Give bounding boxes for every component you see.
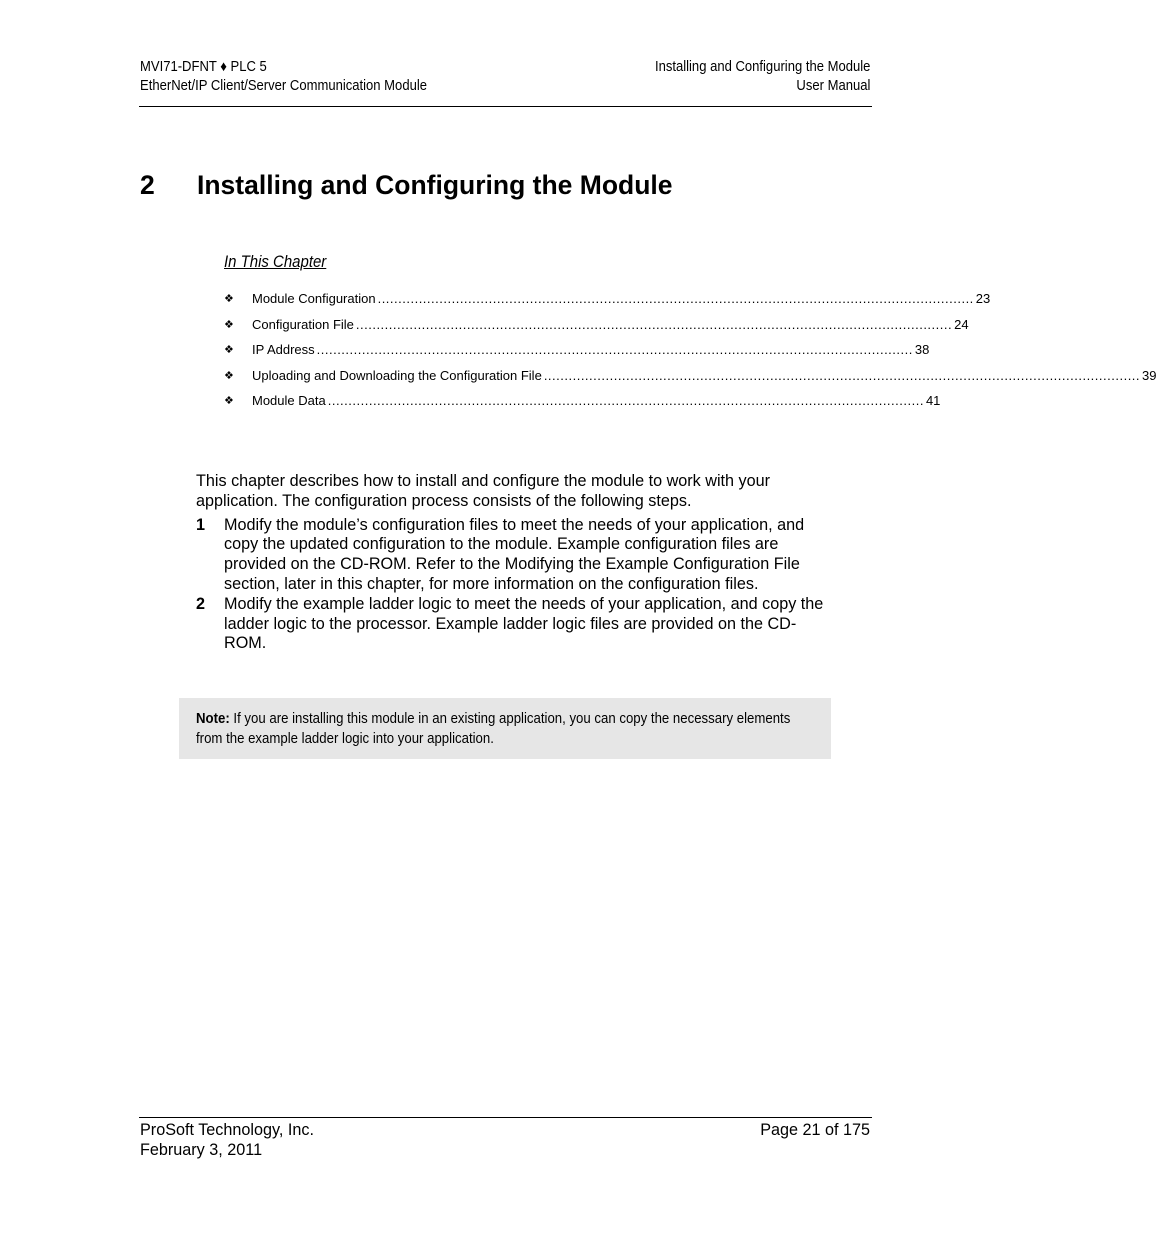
toc-item-page: 41 — [925, 393, 941, 409]
diamond-bullet-icon: ❖ — [224, 317, 234, 331]
footer-date: February 3, 2011 — [140, 1140, 263, 1159]
diamond-bullet-icon: ❖ — [224, 343, 234, 357]
toc-item-page: 23 — [975, 291, 991, 306]
step-number: 2 — [196, 594, 206, 613]
header-product: MVI71-DFNT ♦ PLC 5 — [140, 59, 267, 75]
toc-item-label: IP Address — [252, 342, 315, 358]
step-item — [196, 595, 826, 654]
chapter-body — [196, 472, 826, 654]
diamond-bullet-icon: ❖ — [224, 394, 234, 408]
step-number: 1 — [196, 515, 206, 534]
page-footer — [139, 1117, 872, 1159]
toc-item-module-configuration[interactable] — [224, 287, 991, 313]
toc-item-configuration-file[interactable] — [224, 313, 969, 339]
header-chapter-title: Installing and Configuring the Module — [654, 59, 870, 75]
diamond-bullet-icon: ❖ — [224, 368, 234, 382]
toc-dot-leader: ................................................................................................................................................. — [327, 393, 924, 409]
header-right — [655, 58, 870, 96]
toc-item-uploading-downloading[interactable] — [224, 364, 1157, 390]
toc-dot-leader: ................................................................................................................................................. — [316, 342, 913, 358]
toc-dot-leader: ................................................................................................................................................. — [355, 316, 953, 332]
chapter-toc — [224, 287, 1157, 415]
toc-item-page: 38 — [914, 342, 930, 358]
header-document-type: User Manual — [796, 78, 870, 94]
toc-item-label: Module Data — [252, 393, 326, 409]
toc-dot-leader: ................................................................................................................................................. — [543, 367, 1141, 383]
toc-item-label: Module Configuration — [252, 291, 376, 306]
toc-item-module-data[interactable] — [224, 389, 941, 415]
footer-left — [140, 1121, 314, 1160]
step-text: Modify the example ladder logic to meet the needs of your application, and copy the ladder logic to the processor. Example ladder logic files are provided on the CD-ROM. — [224, 594, 824, 653]
chapter-title: Installing and Configuring the Module — [197, 170, 673, 200]
step-text: Modify the module’s configuration files to meet the needs of your application, and copy the updated configuration to the module. Example configuration files are provided on the CD-ROM. Refer to the Modifying the Example Configuration File section, later in this chapter, for more information on the configuration files. — [224, 515, 805, 593]
footer-company: ProSoft Technology, Inc. — [140, 1121, 314, 1139]
note-content — [196, 709, 794, 748]
toc-dot-leader: ................................................................................................................................................. — [377, 291, 974, 306]
note-box — [179, 698, 831, 759]
toc-item-label: Uploading and Downloading the Configuration File — [252, 367, 542, 383]
toc-item-ip-address[interactable] — [224, 338, 930, 364]
toc-item-page: 39 — [1142, 367, 1157, 383]
toc-item-label: Configuration File — [252, 316, 354, 332]
page-header — [139, 57, 872, 107]
step-item — [196, 516, 826, 595]
footer-page-number: Page 21 of 175 — [760, 1121, 870, 1139]
note-label: Note: — [196, 710, 230, 727]
diamond-bullet-icon: ❖ — [224, 292, 234, 305]
header-product-description: EtherNet/IP Client/Server Communication Module — [140, 78, 427, 94]
toc-item-page: 24 — [954, 316, 969, 332]
in-this-chapter-heading: In This Chapter — [224, 252, 327, 271]
intro-paragraph: This chapter describes how to install and configure the module to work with your application. The configuration process consists of the following steps. — [196, 472, 771, 510]
chapter-number: 2 — [140, 170, 155, 200]
note-text: If you are installing this module in an existing application, you can copy the necessary elements from the example ladder logic into your application. — [196, 710, 791, 747]
steps-list — [196, 516, 826, 655]
header-left — [140, 58, 427, 96]
chapter-heading — [140, 170, 673, 201]
